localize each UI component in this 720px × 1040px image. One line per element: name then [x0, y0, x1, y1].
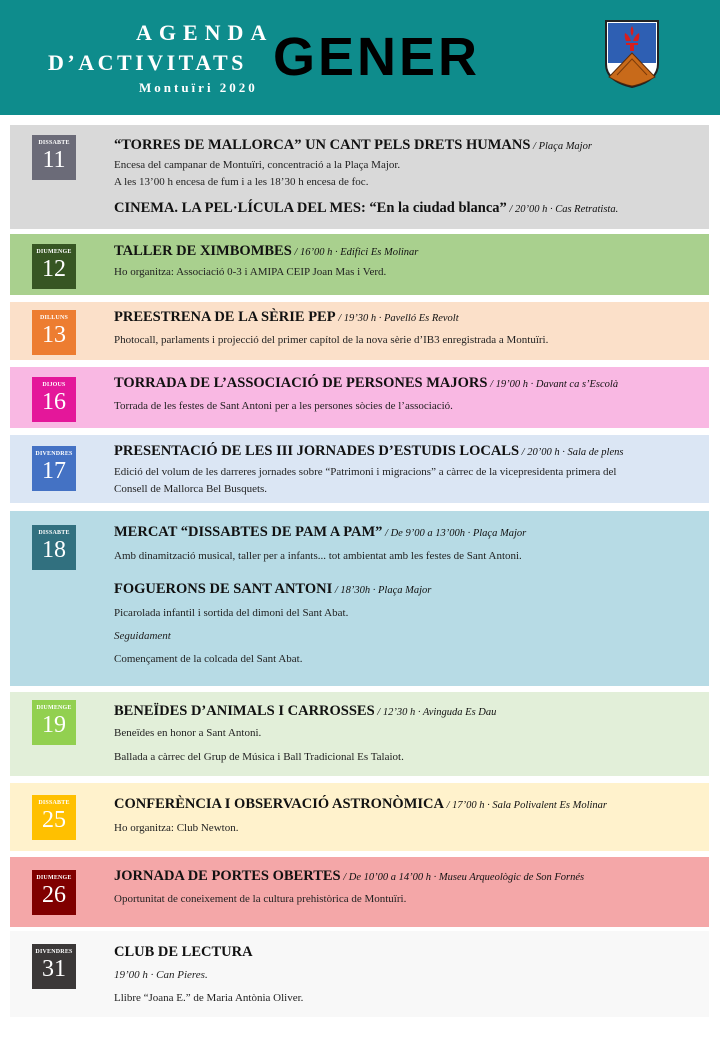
- event-title-text: CINEMA. LA PEL·LÍCULA DEL MES: “En la ciudad blanca”: [114, 200, 507, 216]
- event-row: [10, 692, 709, 776]
- date-day: 31: [42, 956, 66, 982]
- month-title: GENER: [273, 27, 481, 87]
- event-title: [114, 443, 623, 460]
- date-weekday: DIJOUS: [42, 382, 66, 388]
- event-description: Ho organitza: Club Newton.: [114, 822, 239, 834]
- event-description: Començament de la colcada del Sant Abat.: [114, 653, 303, 665]
- event-time-place: / 16’00 h · Edifici Es Molinar: [291, 247, 419, 258]
- title-agenda: AGENDA: [136, 20, 274, 45]
- event-row: [10, 125, 709, 229]
- date-badge: [32, 377, 76, 422]
- event-row: [10, 511, 709, 686]
- event-title-text: CLUB DE LECTURA: [114, 944, 253, 960]
- date-weekday: DIVENDRES: [35, 949, 73, 955]
- event-time-place: / 12’30 h · Avinguda Es Dau: [374, 707, 497, 718]
- event-title: [114, 796, 607, 813]
- event-title-text: FOGUERONS DE SANT ANTONI: [114, 581, 333, 597]
- event-note: Seguidament: [114, 630, 171, 642]
- event-time-place: / 20’00 h · Cas Retratista.: [506, 204, 619, 215]
- date-weekday: DISSABTE: [38, 530, 70, 536]
- date-badge: [32, 135, 76, 180]
- event-title-text: BENEÏDES D’ANIMALS I CARROSSES: [114, 703, 375, 719]
- event-title-text: PREESTRENA DE LA SÈRIE PEP: [114, 309, 336, 325]
- date-day: 19: [42, 712, 66, 738]
- date-weekday: DIUMENGE: [36, 249, 72, 255]
- event-row: [10, 435, 709, 503]
- event-title-text: TALLER DE XIMBOMBES: [114, 243, 292, 259]
- date-day: 17: [42, 458, 66, 484]
- event-description: Consell de Mallorca Bel Busquets.: [114, 483, 268, 495]
- event-title: [114, 309, 459, 326]
- event-description: Beneïdes en honor a Sant Antoni.: [114, 727, 262, 739]
- event-title: [114, 137, 592, 154]
- date-day: 26: [42, 882, 66, 908]
- date-day: 25: [42, 807, 66, 833]
- event-description: Amb dinamització musical, taller per a infants... tot ambientat amb les festes de Sant Antoni.: [114, 550, 522, 562]
- event-title-text: CONFERÈNCIA I OBSERVACIÓ ASTRONÒMICA: [114, 796, 444, 812]
- event-time-place: / 18’30h · Plaça Major: [332, 585, 432, 596]
- event-description: A les 13’00 h encesa de fum i a les 18’30 h encesa de foc.: [114, 176, 369, 188]
- event-title-text: PRESENTACIÓ DE LES III JORNADES D’ESTUDIS LOCALS: [114, 443, 520, 459]
- event-description: Encesa del campanar de Montuïri, concentració a la Plaça Major.: [114, 159, 401, 171]
- event-description: Picarolada infantil i sortida del dimoni del Sant Abat.: [114, 607, 349, 619]
- date-day: 11: [42, 147, 66, 173]
- event-description: Photocall, parlaments i projecció del primer capítol de la nova sèrie d’IB3 enregistrada a Montuïri.: [114, 334, 549, 346]
- event-time-place: / Plaça Major: [530, 141, 592, 152]
- date-weekday: DISSABTE: [38, 800, 70, 806]
- event-title-text: “TORRES DE MALLORCA” UN CANT PELS DRETS HUMANS: [114, 137, 531, 153]
- event-description: Torrada de les festes de Sant Antoni per a les persones sòcies de l’associació.: [114, 400, 453, 412]
- event-description: Oportunitat de coneixement de la cultura prehistòrica de Montuïri.: [114, 893, 407, 905]
- montuiri-crest-icon: [603, 19, 661, 89]
- event-title: [114, 375, 618, 392]
- event-row: [10, 857, 709, 927]
- event-title-text: MERCAT “DISSABTES DE PAM A PAM”: [114, 524, 383, 540]
- date-day: 12: [42, 256, 66, 282]
- event-description: Llibre “Joana E.” de Maria Antònia Oliver.: [114, 992, 304, 1004]
- event-description: Ballada a càrrec del Grup de Música i Ball Tradicional Es Talaiot.: [114, 751, 404, 763]
- event-row: [10, 367, 709, 428]
- event-note: 19’00 h · Can Pieres.: [114, 969, 208, 981]
- date-badge: [32, 700, 76, 745]
- date-badge: [32, 870, 76, 915]
- event-title: [114, 703, 496, 720]
- event-title: [114, 200, 618, 217]
- date-badge: [32, 446, 76, 491]
- event-time-place: / De 10’00 a 14’00 h · Museu Arqueològic de Son Fornés: [340, 872, 585, 883]
- title-subtitle: Montuïri 2020: [139, 80, 258, 95]
- event-row: [10, 234, 709, 295]
- date-badge: [32, 525, 76, 570]
- event-title: [114, 944, 253, 961]
- date-weekday: DIUMENGE: [36, 875, 72, 881]
- date-day: 18: [42, 537, 66, 563]
- event-description: Ho organitza: Associació 0-3 i AMIPA CEIP Joan Mas i Verd.: [114, 266, 387, 278]
- event-title-text: TORRADA DE L’ASSOCIACIÓ DE PERSONES MAJORS: [114, 375, 488, 391]
- event-time-place: / De 9’00 a 13’00h · Plaça Major: [382, 528, 527, 539]
- event-time-place: / 19’30 h · Pavelló Es Revolt: [335, 313, 459, 324]
- date-day: 13: [42, 322, 66, 348]
- event-title: [114, 581, 431, 598]
- event-time-place: / 17’00 h · Sala Polivalent Es Molinar: [443, 800, 607, 811]
- date-weekday: DIUMENGE: [36, 705, 72, 711]
- header-bar: [0, 0, 720, 115]
- date-badge: [32, 795, 76, 840]
- event-row: [10, 783, 709, 851]
- date-weekday: DIVENDRES: [35, 451, 73, 457]
- date-badge: [32, 244, 76, 289]
- date-badge: [32, 944, 76, 989]
- event-time-place: / 19’00 h · Davant ca s’Escolà: [487, 379, 619, 390]
- title-activitats: D’ACTIVITATS: [48, 50, 247, 75]
- date-weekday: DILLUNS: [39, 315, 69, 321]
- event-time-place: / 20’00 h · Sala de plens: [519, 447, 624, 458]
- date-weekday: DISSABTE: [38, 140, 70, 146]
- date-day: 16: [42, 389, 66, 415]
- event-description: Edició del volum de les darreres jornades sobre “Patrimoni i migracions” a càrrec de la vicepresidenta primera del: [114, 466, 617, 478]
- event-title: [114, 868, 584, 885]
- event-title-text: JORNADA DE PORTES OBERTES: [114, 868, 341, 884]
- date-badge: [32, 310, 76, 355]
- event-title: [114, 243, 418, 260]
- event-row: [10, 931, 709, 1017]
- event-row: [10, 302, 709, 360]
- event-title: [114, 524, 526, 541]
